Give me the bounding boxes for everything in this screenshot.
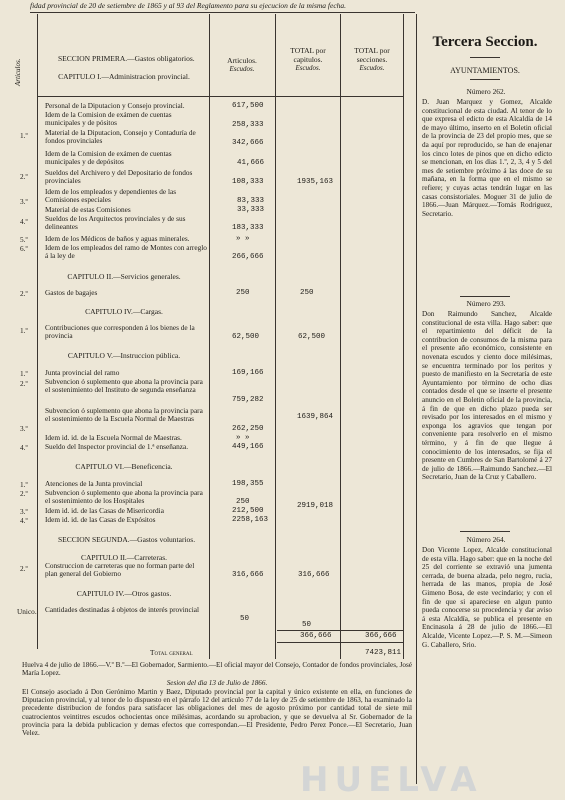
col-total-capitulos bbox=[277, 46, 339, 73]
table-row-art: 5.º bbox=[20, 235, 28, 244]
table-row-value: 33,333 bbox=[237, 206, 265, 214]
cap5-value: 449,166 bbox=[232, 443, 264, 451]
table-row-text: Personal de la Diputacion y Consejo provincial. bbox=[45, 101, 185, 110]
cap5-text: Idem id. id. de la Escuela Normal de Maestras. bbox=[45, 433, 182, 442]
cap1-title: CAPITULO I.—Administracion provincial. bbox=[58, 72, 190, 81]
table-row-value: 108,333 bbox=[232, 178, 264, 186]
cap5-art: 1.º bbox=[20, 369, 28, 378]
cap2-art: 2.º bbox=[20, 289, 28, 298]
cap4b-art: Unico. bbox=[17, 607, 37, 616]
cap2b-value: 316,666 bbox=[232, 571, 264, 579]
cap4b-title: CAPITULO IV.—Otros gastos. bbox=[76, 589, 172, 598]
cap4-text: Contribuciones que corresponden á los bienes de la provincia bbox=[45, 323, 195, 340]
head-rule bbox=[37, 96, 403, 97]
cap2b-text: Construccion de carreteras que no forman parte del plan general del Gobierno bbox=[45, 561, 195, 578]
articulos-label: Articulos. bbox=[14, 58, 22, 86]
header-rule bbox=[30, 12, 415, 13]
table-row-art: 4.º bbox=[20, 217, 28, 226]
cap5-text: Sueldo del Inspector provincial de 1.ª enseñanza. bbox=[45, 442, 189, 451]
table-row-value: 617,500 bbox=[232, 102, 264, 110]
col-total-secciones-unit: Escudos. bbox=[359, 64, 385, 72]
table-row-art: 6.º bbox=[20, 244, 28, 253]
cap2-total: 250 bbox=[300, 289, 314, 297]
total-general-label: Total general bbox=[150, 648, 193, 657]
cap1-total: 1935,163 bbox=[297, 178, 334, 186]
table-row-value: 83,333 bbox=[237, 197, 265, 205]
col-total-capitulos-unit: Escudos. bbox=[295, 64, 321, 72]
seg-total-sec: 366,666 bbox=[365, 632, 397, 640]
cap5-text: Subvencion ó suplemento que abona la provincia para el sostenimiento del Instituto de segunda enseñanza bbox=[45, 377, 203, 394]
cap5-art: 3.º bbox=[20, 424, 28, 433]
cap6-text: Subvencion ó suplemento que abona la provincia para el sostenimiento de los Hospitales bbox=[45, 488, 203, 505]
footer-signature: Huelva 4 de julio de 1866.—V.º B.º—El Gobernador, Sarmiento.—El oficial mayor del Consejo, Contador de fondos provinciales, José María Lopez. bbox=[22, 661, 412, 678]
table-row-art: 3.º bbox=[20, 197, 28, 206]
table-row-art: 2.º bbox=[20, 172, 28, 181]
col-articulos bbox=[210, 56, 274, 74]
cap6-text: Atenciones de la Junta provincial bbox=[45, 479, 143, 488]
column-divider bbox=[416, 14, 417, 784]
cap5-value: 759,282 bbox=[232, 396, 264, 404]
cap6-value: 250 bbox=[236, 498, 250, 506]
table-row-text: Sueldos del Archivero y del Depositario de fondos provinciales bbox=[45, 168, 193, 185]
col-rule-1 bbox=[209, 14, 210, 659]
col-articulos-title: Articulos. bbox=[227, 56, 257, 65]
right-subtitle: AYUNTAMIENTOS. bbox=[450, 66, 520, 75]
sub-rule bbox=[470, 79, 500, 80]
section-segunda: SECCION SEGUNDA.—Gastos voluntarios. bbox=[58, 535, 196, 544]
cap2b-art: 2.º bbox=[20, 564, 28, 573]
table-row-text: Material de estas Comisiones bbox=[45, 205, 131, 214]
col-total-capitulos-title: TOTAL por capitulos. bbox=[290, 46, 326, 64]
cap4-title: CAPITULO IV.—Cargas. bbox=[85, 307, 163, 316]
col-total-secciones bbox=[342, 46, 402, 73]
cap5-text: Junta provincial del ramo bbox=[45, 368, 120, 377]
table-row-value: » » bbox=[236, 235, 250, 243]
cap6-art: 2.º bbox=[20, 489, 28, 498]
cap6-text: Idem id. id. de las Casas de Misericordia bbox=[45, 506, 164, 515]
cap2-text: Gastos de bagajes bbox=[45, 288, 98, 297]
cap2-title: CAPITULO II.—Servicios generales. bbox=[67, 272, 181, 281]
table-row-text: Idem de los Médicos de baños y aguas minerales. bbox=[45, 234, 190, 243]
cap6-value: 2258,163 bbox=[232, 516, 269, 524]
table-row-art: 1.º bbox=[20, 131, 28, 140]
notice-text-293: Don Raimundo Sanchez, Alcalde constitucional de esta villa. Hago saber: que el repartimiento del déficit de la contribucion de consumos de la misma para el presente año económico, consistente en novenata escudos y ciento doce milésimas, se encuentra terminado por los peritos y puesto de manifiesto en la Secretaría de este Ayuntamiento por término de ocho dias contados desde el que se inserte el presente anuncio en el Boletin oficial de la provincia, á fin de que en dicho plazo pueda ser revisado por los interesados en el mismo y exponga los agravios que tengan por conveniente para resolverlo en el mismo término, y á fin de que llegue á conocimiento de los interesados, se fija el presente en Cumbres de San Bartolomé á 27 de julio de 1866.—Raimundo Sanchez.—El Secretario, Juan de la Cruz y Caballero. bbox=[422, 310, 552, 482]
archive-stamp: HUELVA bbox=[300, 760, 483, 800]
cap5-value: 169,166 bbox=[232, 369, 264, 377]
cap6-title: CAPITULO VI.—Beneficencia. bbox=[75, 462, 173, 471]
cap4b-total: 50 bbox=[302, 621, 312, 629]
right-title: Tercera Seccion. bbox=[432, 34, 538, 50]
page-header: fidad provincial de 20 de setiembre de 1865 y al 93 del Reglamento para su ejecucion de la misma fecha. bbox=[30, 1, 347, 10]
table-row-value: 266,666 bbox=[232, 253, 264, 261]
table-row-value: 183,333 bbox=[232, 224, 264, 232]
table-row-text: Sueldos de los Arquitectos provinciales y de sus delineantes bbox=[45, 214, 186, 231]
cap5-value: 262,250 bbox=[232, 425, 264, 433]
cap6-value: 212,500 bbox=[232, 507, 264, 515]
cap4-art: 1.º bbox=[20, 326, 28, 335]
notice-text-264: Don Vicente Lopez, Alcalde constitucional de esta villa. Hago saber: que en la noche del 25 del corriente se extravió una jumenta cerrada, de buena alzada, pelo negro, rucia, herrada de las manos, propia de José Gimeno Bosa, de este vecindario; y con el fin de que si apareciese en algun punto pueda conocerse su procedencia y dar aviso á esta Alcaldía, se publica el presente en Encinasola á 28 de julio de 1866.—El Alcalde, Vicente Lopez.—P. S. M.—Simeon G. Caballero, Srio. bbox=[422, 546, 552, 649]
notice-number-264: Número 264. bbox=[466, 535, 506, 544]
col-rule-2 bbox=[275, 14, 276, 659]
table-row-text: Idem de los empleados y dependientes de las Comisiones especiales bbox=[45, 187, 177, 204]
col-rule-art bbox=[37, 14, 38, 649]
cap2b-title: CAPITULO II.—Carreteras. bbox=[80, 553, 167, 562]
notice-text-262: D. Juan Marquez y Gomez, Alcalde constitucional de esta ciudad. Al tenor de lo que expresa el edicto de esta Alcaldía de 14 de mayo último, inserto en el Boletin oficial de la provincia de 23 del propio mes, que se da aquí por reproducido, se han de enajenar los cinco lotes de pinos que en dicho edicto se mencionan, en los dias 1.º, 2, 3, 4 y 5 del mes de setiembre próximo á las doce de su mañana, en la forma que en el mismo se refiere; y cuyas actas tendrán lugar en las casas consistoriales. Moguer 31 de julio de 1866.—Juan Márquez.—Tomás Rodriguez, Secretario. bbox=[422, 98, 552, 218]
table-row-text: Idem de los empleados del ramo de Montes con arreglo á la ley de bbox=[45, 243, 207, 260]
subtotal-rule-2 bbox=[277, 642, 403, 643]
cap6-art: 4.º bbox=[20, 516, 28, 525]
table-row-value: 258,333 bbox=[232, 121, 264, 129]
table-row-text: Material de la Diputacion, Consejo y Contaduría de fondos provinciales bbox=[45, 128, 196, 145]
notice-number-262: Número 262. bbox=[466, 87, 506, 96]
cap4-total: 62,500 bbox=[298, 333, 326, 341]
cap2-value: 250 bbox=[236, 289, 250, 297]
cap5-art: 4.º bbox=[20, 443, 28, 452]
seg-total-cap: 366,666 bbox=[300, 632, 332, 640]
cap4-value: 62,500 bbox=[232, 333, 260, 341]
col-articulos-unit: Escudos. bbox=[229, 65, 255, 73]
notice-rule-1 bbox=[460, 296, 510, 297]
footer-approval: El Consejo asociado á Don Gerónimo Martin y Baez, Diputado provincial por la capital y único existente en ella, en funciones de Diputacion provincial, y al tenor de lo dispuesto en el párrafo 12 del artículo 77 de la ley de 25 de setiembre de 1863, ha examinado la precedente distribucion de fondos para satisfacer las obligaciones del mes de agosto próximo por cantidad total de siete mil cuatrocientos veintitres escudos ochocientas once milésimas, acordando su aprobacion, y que se devuelva al Sr. Gobernador de la provincia para la debida publicacion y demas efectos que correspondan.—El Presidente, Pedro Perez Ponce.—El Secretario, Juan Velez. bbox=[22, 688, 412, 738]
col-total-secciones-title: TOTAL por secciones. bbox=[354, 46, 390, 64]
table-row-text: Idem de la Comision de exámen de cuentas municipales y de pósitos bbox=[45, 110, 172, 127]
table-row-value: 41,666 bbox=[237, 159, 265, 167]
footer-session: Sesion del dia 13 de Julio de 1866. bbox=[166, 679, 268, 687]
cap5-value: » » bbox=[236, 434, 250, 442]
cap2b-total: 316,666 bbox=[298, 571, 330, 579]
cap6-art: 3.º bbox=[20, 507, 28, 516]
cap4b-value: 50 bbox=[240, 615, 250, 623]
cap6-value: 198,355 bbox=[232, 480, 264, 488]
section-primera: SECCION PRIMERA.—Gastos obligatorios. bbox=[58, 54, 195, 63]
cap4b-text: Cantidades destinadas á objetos de interés provincial bbox=[45, 605, 200, 614]
cap5-total: 1639,864 bbox=[297, 413, 334, 421]
cap5-title: CAPITULO V.—Instruccion pública. bbox=[67, 351, 181, 360]
col-rule-4 bbox=[403, 14, 404, 659]
col-rule-3 bbox=[340, 14, 341, 659]
notice-number-293: Número 293. bbox=[466, 299, 506, 308]
notice-rule-2 bbox=[460, 531, 510, 532]
cap5-art: 2.º bbox=[20, 379, 28, 388]
table-row-value: 342,666 bbox=[232, 139, 264, 147]
title-rule bbox=[470, 57, 500, 58]
subtotal-rule bbox=[277, 630, 403, 631]
cap6-art: 1.º bbox=[20, 480, 28, 489]
cap6-total: 2919,018 bbox=[297, 502, 334, 510]
cap5-text: Subvencion ó suplemento que abona la provincia para el sostenimiento de la Escuela Normal de Maestras bbox=[45, 406, 203, 423]
total-general-value: 7423,811 bbox=[365, 649, 402, 657]
cap6-text: Idem id. id. de las Casas de Expósitos bbox=[45, 515, 156, 524]
table-row-text: Idem de la Comision de exámen de cuentas municipales y de depósitos bbox=[45, 149, 172, 166]
